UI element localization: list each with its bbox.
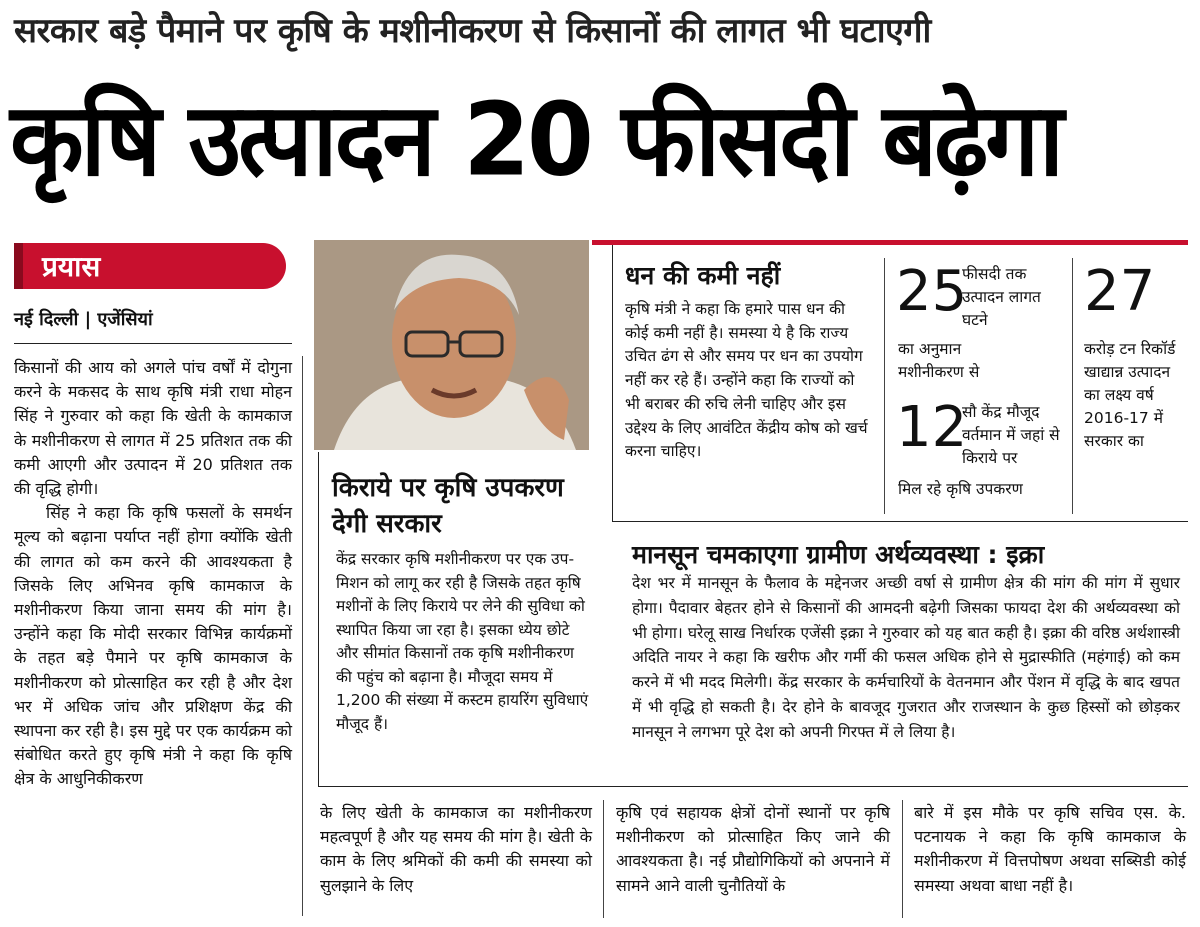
rental-body: केंद्र सरकार कृषि मशीनीकरण पर एक उप-मिशन को लागू कर रही है जिसके तहत कृषि मशीनों के लिए किराये पर लेने की सुविधा को स्थापित किया जा रहा है। इसका ध्येय छोटे और सीमांत किसानों तक कृषि मशीनीकरण की पहुंच को बढ़ाना है। मौजूदा समय में 1,200 की संख्या में कस्टम हायरिंग सुविधाएं मौजूद हैं। [336,550,589,733]
stat-12-number: 12 [896,395,968,460]
headline: कृषि उत्पादन 20 फीसदी बढ़ेगा [10,81,1062,199]
column-rule-2 [603,800,604,918]
body-paragraph-1: किसानों की आय को अगले पांच वर्षों में दोगुना करने के मकसद के साथ कृषि मंत्री राधा मोहन सिंह ने गुरुवार को कहा कि खेती के कामकाज के मशीनीकरण से लागत में 25 प्रतिशत तक की कमी आएगी और उत्पादन में 20 प्रतिशत तक की वृद्धि होगी। [14,358,292,499]
stat-27-text: करोड़ टन रिकॉर्ड खाद्यान्न उत्पादन का लक्ष्य वर्ष 2016-17 में सरकार का [1084,340,1176,450]
sidebar-box-left [318,452,319,786]
sidebar-box-bottom [318,786,600,787]
stat-rule-1 [884,258,885,514]
column-rule-3 [902,800,903,918]
section-tag-label: प्रयास [42,250,101,283]
column-rule-1 [302,356,303,916]
body-column-3: कृषि एवं सहायक क्षेत्रों दोनों स्थानों पर कृषि मशीनीकरण को प्रोत्साहित किए जाने की आवश्यकता है। नई प्रौद्योगिकियों को अपनाने में सामने आने वाली चुनौतियों के [616,803,890,895]
dateline: नई दिल्ली | एजेंसियां [14,309,153,330]
section-tag [14,243,286,289]
dateline-rule [14,343,292,344]
monsoon-box-top [612,521,1188,522]
funds-heading: धन की कमी नहीं [625,261,781,290]
accent-rule [592,240,1188,245]
stat-12-below: मिल रहे कृषि उपकरण [898,480,1023,498]
monsoon-body: देश भर में मानसून के फैलाव के मद्देनजर अच्छी वर्षा से ग्रामीण क्षेत्र की मांग की मांग में सुधार होगा। पैदावार बेहतर होने से किसानों की आमदनी बढ़ेगी जिसका फायदा देश की अर्थव्यवस्था को भी होगा। घरेलू साख निर्धारक एजेंसी इक्रा ने गुरुवार को यह बात कही है। इक्रा की वरिष्ठ अर्थशास्त्री अदिति नायर ने कहा कि खरीफ और गर्मी की फसल अधिक होने से मुद्रास्फीति (महंगाई) को कम करने में भी मदद मिलेगी। केंद्र सरकार के कर्मचारियों के वेतनमान और पेंशन में वृद्धि के बाद खपत में भी वृद्धि हो सकती है। देर होने के बावजूद गुजरात और राजस्थान के कुछ हिस्सों को छोड़कर मानसून ने लगभग पूरे देश को अपनी गिरफ्त में ले लिया है। [632,574,1180,741]
minister-photo [314,240,589,450]
stat-27-number: 27 [1084,259,1156,324]
section-tag-tick [14,243,23,289]
monsoon-box-bottom [600,786,1188,787]
body-paragraph-2: सिंह ने कहा कि कृषि फसलों के समर्थन मूल्य को बढ़ाना पर्याप्त नहीं होगा क्योंकि खेती की लागत को कम करने की आवश्यकता है जिसके लिए अभिनव कृषि कामकाज के मशीनीकरण किया जाना समय की मांग है। उन्होंने कहा कि मोदी सरकार विभिन्न कार्यक्रमों के तहत बड़े पैमाने पर कृषि कामकाज के मशीनीकरण को प्रोत्साहित कर रही है और देश भर में अधिक जांच और प्रशिक्षण केंद्र की स्थापना कर रही है। इस मुद्दे पर एक कार्यक्रम को संबोधित करते हुए कृषि मंत्री ने कहा कि कृषि क्षेत्र के आधुनिकीकरण [14,503,292,789]
funds-box-left [612,245,613,521]
kicker-line: सरकार बड़े पैमाने पर कृषि के मशीनीकरण से किसानों की लागत भी घटाएगी [14,11,931,51]
body-column-4: बारे में इस मौके पर कृषि सचिव एस. के. पटनायक ने कहा कि कृषि कामकाज के मशीनीकरण में वित्तपोषण अथवा सब्सिडी कोई समस्या अथवा बाधा नहीं है। [914,803,1186,895]
monsoon-heading: मानसून चमकाएगा ग्रामीण अर्थव्यवस्था : इक्रा [632,540,1045,569]
stat-12-side: सौ केंद्र मौजूद वर्तमान में जहां से किराये पर [962,403,1060,467]
rental-heading: किराये पर कृषि उपकरण देगी सरकार [332,473,564,539]
body-column-2: के लिए खेती के कामकाज का मशीनीकरण महत्वपूर्ण है और यह समय की मांग है। खेती के काम के लिए श्रमिकों की कमी की समस्या को सुलझाने के लिए [320,803,592,895]
stat-rule-2 [1072,258,1073,514]
body-column-1 [14,356,292,792]
stat-25-below: का अनुमान मशीनीकरण से [898,340,980,381]
funds-body: कृषि मंत्री ने कहा कि हमारे पास धन की कोई कमी नहीं है। समस्या ये है कि राज्य उचित ढंग से और समय पर धन का उपयोग नहीं कर रहे हैं। उन्होंने कहा कि राज्यों को भी बराबर की रुचि लेनी चाहिए और इस उद्देश्य के लिए आवंटित केंद्रीय कोष को खर्च करना चाहिए। [625,300,868,461]
stat-25-number: 25 [896,259,968,324]
stat-25-side: फीसदी तक उत्पादन लागत घटने [962,265,1041,329]
